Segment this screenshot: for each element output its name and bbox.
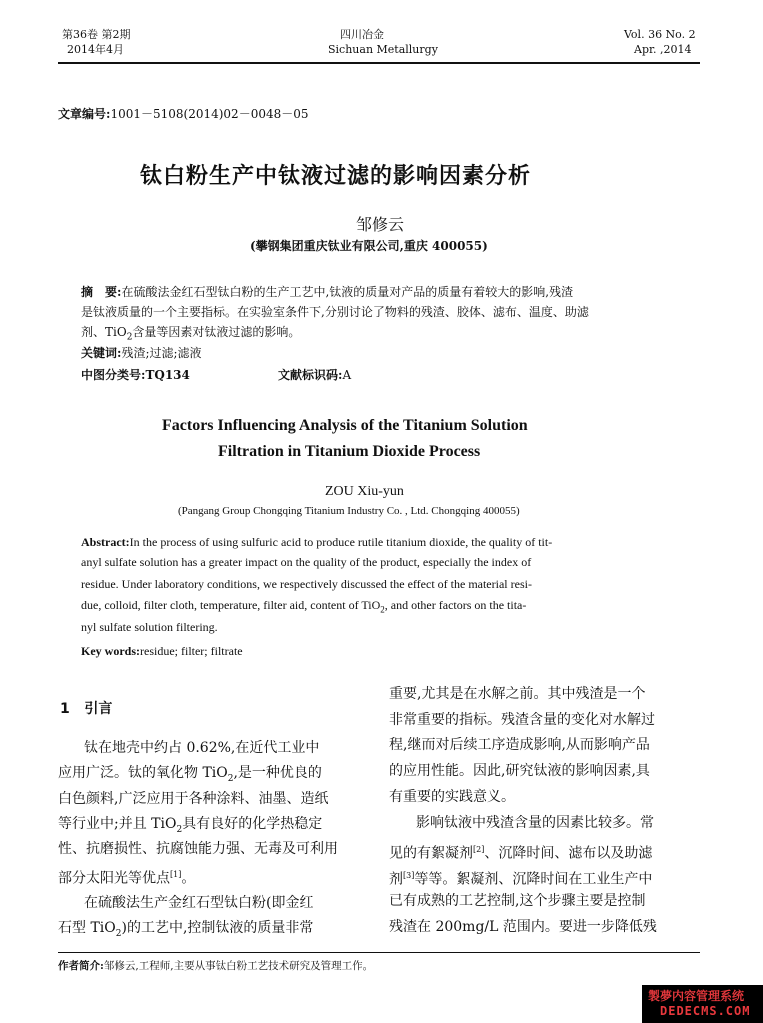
body-line <box>389 839 652 865</box>
watermark-line2: DEDECMS.COM <box>660 1004 751 1018</box>
subscript: 2 <box>115 928 122 939</box>
document-code-label: 文献标识码: <box>278 368 343 382</box>
body-text: 石型 TiO <box>58 920 116 936</box>
keywords-cn <box>81 343 202 363</box>
title-cn: 钛白粉生产中钛液过滤的影响因素分析 <box>140 164 532 189</box>
body-line: 非常重要的指标。残渣含量的变化对水解过 <box>389 712 655 728</box>
body-line: 白色颜料,广泛应用于各种涂料、油墨、造纸 <box>58 791 329 807</box>
body-line <box>58 864 195 890</box>
author-cn: 邹修云 <box>356 215 405 234</box>
keywords-cn-label: 关键词: <box>81 346 122 360</box>
body-line: 程,继而对后续工序造成影响,从而影响产品 <box>389 737 650 753</box>
body-line: 性、抗磨损性、抗腐蚀能力强、无毒及可利用 <box>58 841 338 857</box>
footnote-text: 邹修云,工程师,主要从事钛白粉工艺技术研究及管理工作。 <box>103 960 374 972</box>
abstract-cn-text: 含量等因素对钛液过滤的影响。 <box>132 325 301 339</box>
body-text: 应用广泛。钛的氧化物 TiO <box>58 765 228 781</box>
document-code-value: A <box>342 368 352 382</box>
abstract-cn-line: 是钛液质量的一个主要指标。在实验室条件下,分别讨论了物料的残渣、胶体、滤布、温度、助滤 <box>81 305 589 319</box>
clc-value: TQ134 <box>145 368 190 382</box>
abstract-en-text: In the process of using sulfuric acid to produce rutile titanium dioxide, the quality of tit- <box>129 535 553 549</box>
abstract-en-text: due, colloid, filter cloth, temperature, filter aid, content of TiO <box>81 598 381 612</box>
title-en-line: Factors Influencing Analysis of the Titanium Solution <box>162 417 528 434</box>
body-line <box>58 814 322 841</box>
body-line <box>58 763 322 790</box>
clc-label: 中图分类号: <box>81 368 146 382</box>
abstract-en-line <box>81 533 552 552</box>
affiliation-en: (Pangang Group Chongqing Titanium Industry Co. , Ltd. Chongqing 400055) <box>178 505 520 517</box>
body-line: 残渣在 200mg/L 范围内。要进一步降低残 <box>389 919 657 935</box>
body-text: 剂 <box>389 871 403 888</box>
keywords-en-value: residue; filter; filtrate <box>140 644 243 658</box>
subscript: 2 <box>227 773 234 784</box>
body-text: 、沉降时间、滤布以及助滤 <box>484 845 653 862</box>
journal-name-en: Sichuan Metallurgy <box>328 43 438 56</box>
header-rule <box>58 62 700 64</box>
abstract-en-line <box>81 596 526 619</box>
section-title: 引言 <box>84 701 113 717</box>
journal-volume-issue: 第36卷 第2期 <box>62 28 131 41</box>
footnote-label: 作者简介: <box>58 960 104 972</box>
abstract-cn-text: 在硫酸法金红石型钛白粉的生产工艺中,钛液的质量对产品的质量有着较大的影响,残渣 <box>121 285 574 299</box>
abstract-cn-line <box>81 282 573 302</box>
body-text: )的工艺中,控制钛液的质量非常 <box>121 920 314 936</box>
body-line: 有重要的实践意义。 <box>389 789 515 805</box>
abstract-en-line: nyl sulfate solution filtering. <box>81 620 218 634</box>
body-text: ,是一种优良的 <box>233 765 322 781</box>
document-code <box>278 365 351 385</box>
body-line: 影响钛液中残渣含量的因素比较多。常 <box>416 815 654 831</box>
body-line: 在硫酸法生产金红石型钛白粉(即金红 <box>84 895 314 911</box>
body-line <box>58 918 313 945</box>
subscript: 2 <box>380 604 385 615</box>
body-text: 具有良好的化学热稳定 <box>182 816 323 832</box>
body-line: 的应用性能。因此,研究钛液的影响因素,具 <box>389 763 650 779</box>
citation: [1] <box>170 870 182 879</box>
body-line: 钛在地壳中约占 0.62%,在近代工业中 <box>84 740 320 756</box>
body-text: 见的有絮凝剂 <box>389 845 473 862</box>
subscript: 2 <box>126 332 133 343</box>
author-footnote <box>58 958 373 973</box>
keywords-en-label: Key words: <box>81 644 140 658</box>
watermark-line1: 製夢内容管理系统 <box>648 989 745 1003</box>
citation: [2] <box>473 845 485 854</box>
article-number <box>58 105 309 122</box>
author-en: ZOU Xiu-yun <box>325 484 404 499</box>
body-line <box>389 865 652 891</box>
body-text: 等等。絮凝剂、沉降时间在工业生产中 <box>414 871 653 888</box>
keywords-en <box>81 642 243 661</box>
abstract-en-line: residue. Under laboratory conditions, we respectively discussed the effect of the material resi- <box>81 577 532 591</box>
keywords-cn-value: 残渣;过滤;滤液 <box>121 346 202 360</box>
journal-volume-en: Vol. 36 No. 2 <box>624 28 696 41</box>
section-heading <box>60 698 112 718</box>
article-number-label: 文章编号: <box>58 107 111 121</box>
abstract-cn-label: 摘 要: <box>81 285 122 299</box>
abstract-cn-text: 剂、TiO <box>81 325 127 339</box>
body-text: 等行业中;并且 TiO <box>58 816 177 832</box>
abstract-en-line: anyl sulfate solution has a greater impact on the quality of the product, especially the index of <box>81 555 532 569</box>
body-line: 已有成熟的工艺控制,这个步骤主要是控制 <box>389 893 646 909</box>
section-number: 1 <box>60 701 70 717</box>
body-text: 。 <box>181 870 196 887</box>
journal-date-en: Apr. ,2014 <box>634 43 692 56</box>
abstract-en-text: , and other factors on the tita- <box>384 598 527 612</box>
article-number-value: 1001－5108(2014)02－0048－05 <box>110 107 309 121</box>
clc-number <box>81 365 190 385</box>
footnote-rule <box>58 952 700 953</box>
abstract-en-label: Abstract: <box>81 535 130 549</box>
body-line: 重要,尤其是在水解之前。其中残渣是一个 <box>389 686 646 702</box>
title-en-line: Filtration in Titanium Dioxide Process <box>218 443 481 460</box>
journal-date: 2014年4月 <box>67 43 124 56</box>
affiliation-cn: (攀钢集团重庆钛业有限公司,重庆 400055) <box>250 239 488 253</box>
citation: [3] <box>403 871 415 880</box>
body-text: 部分太阳光等优点 <box>58 870 170 887</box>
subscript: 2 <box>176 824 183 835</box>
journal-name-cn: 四川冶金 <box>340 28 384 41</box>
